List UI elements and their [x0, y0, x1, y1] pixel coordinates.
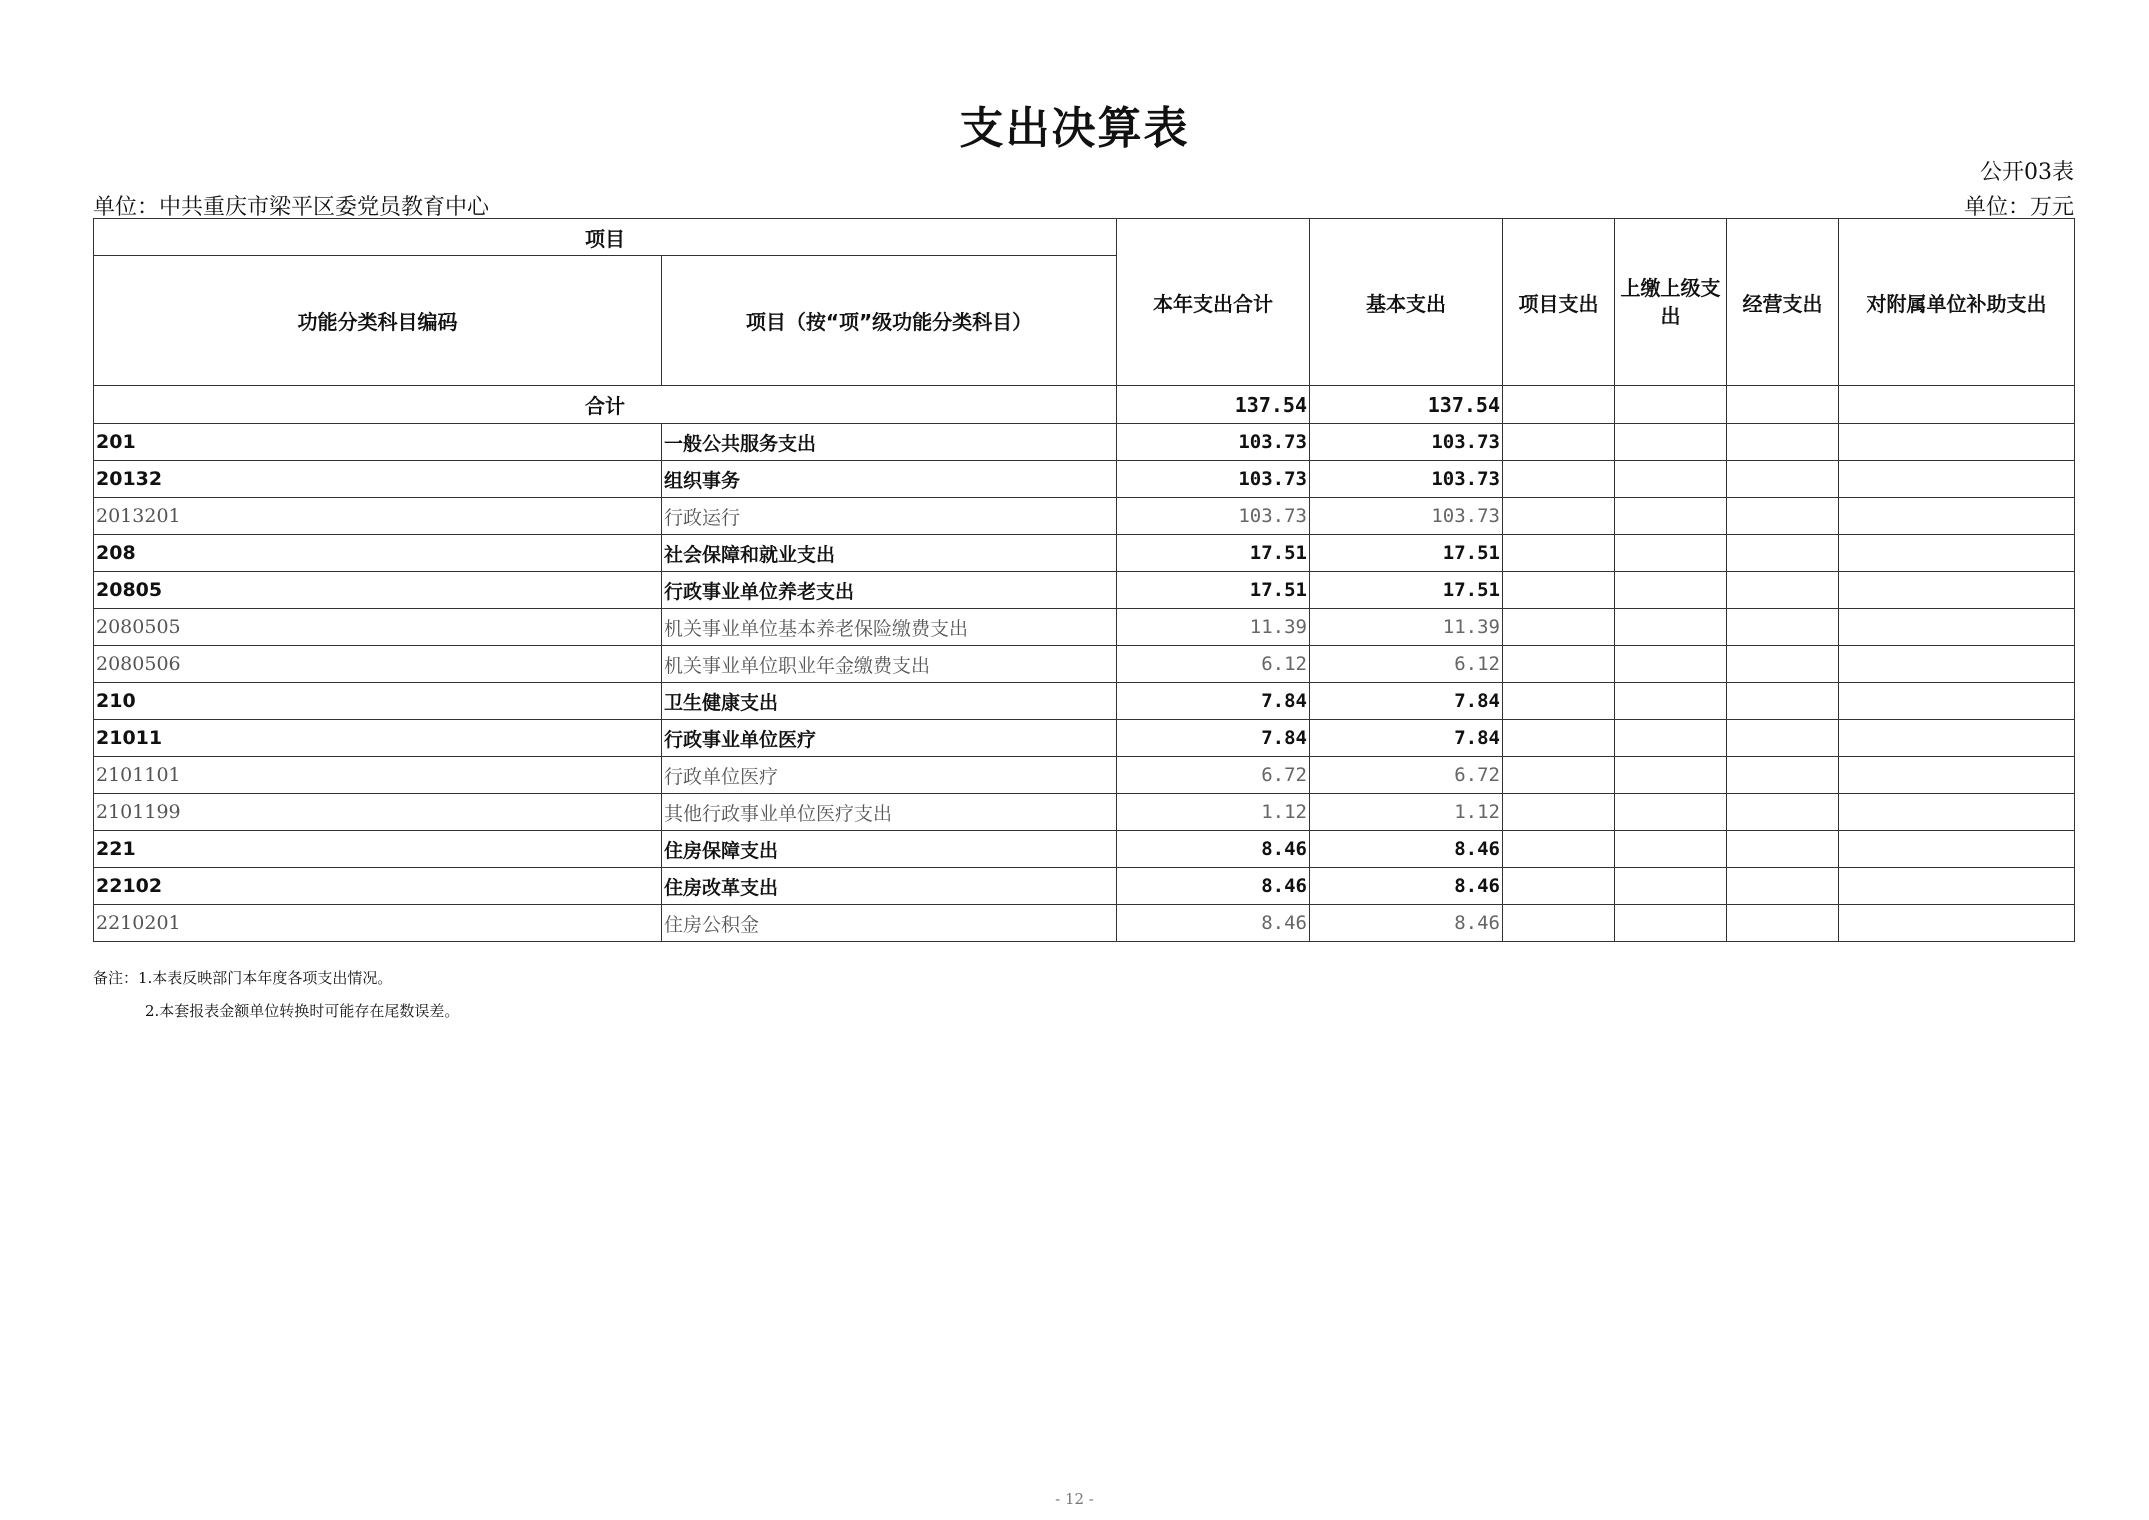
row-name: 一般公共服务支出 [662, 424, 1117, 461]
row-basic: 6.72 [1310, 757, 1503, 794]
row-name: 社会保障和就业支出 [662, 535, 1117, 572]
table-row [94, 868, 2075, 905]
row-project-expenditure [1503, 868, 1615, 905]
row-project-expenditure [1503, 905, 1615, 942]
row-upper-remit [1615, 646, 1727, 683]
row-upper-remit [1615, 868, 1727, 905]
row-project-expenditure [1503, 757, 1615, 794]
row-total: 17.51 [1117, 535, 1310, 572]
row-basic: 7.84 [1310, 683, 1503, 720]
row-name: 组织事务 [662, 461, 1117, 498]
row-business [1727, 424, 1839, 461]
total-basic: 137.54 [1310, 386, 1503, 424]
row-name: 卫生健康支出 [662, 683, 1117, 720]
row-total: 8.46 [1117, 868, 1310, 905]
row-subsidy [1839, 794, 2075, 831]
row-business [1727, 720, 1839, 757]
row-upper-remit [1615, 720, 1727, 757]
row-code: 201 [94, 424, 662, 461]
table-row [94, 461, 2075, 498]
row-code: 208 [94, 535, 662, 572]
row-project-expenditure [1503, 424, 1615, 461]
form-number: 公开03表 [1980, 160, 2074, 185]
row-name: 住房保障支出 [662, 831, 1117, 868]
row-total: 8.46 [1117, 831, 1310, 868]
row-project-expenditure [1503, 683, 1615, 720]
header-project: 项目 [94, 219, 1117, 256]
table-row [94, 609, 2075, 646]
row-business [1727, 757, 1839, 794]
table-row [94, 831, 2075, 868]
row-project-expenditure [1503, 461, 1615, 498]
page-number: - 12 - [1055, 1490, 1094, 1508]
row-basic: 8.46 [1310, 868, 1503, 905]
table-row [94, 646, 2075, 683]
row-basic: 17.51 [1310, 572, 1503, 609]
row-basic: 8.46 [1310, 905, 1503, 942]
header-business: 经营支出 [1727, 219, 1839, 386]
row-business [1727, 461, 1839, 498]
expenditure-table [93, 218, 2075, 942]
table-row [94, 905, 2075, 942]
row-business [1727, 609, 1839, 646]
table-row [94, 794, 2075, 831]
header-name: 项目（按“项”级功能分类科目） [662, 256, 1117, 386]
row-name: 行政单位医疗 [662, 757, 1117, 794]
row-business [1727, 498, 1839, 535]
row-name: 住房公积金 [662, 905, 1117, 942]
row-business [1727, 905, 1839, 942]
total-row [94, 386, 2075, 424]
row-code: 20805 [94, 572, 662, 609]
row-upper-remit [1615, 461, 1727, 498]
row-total: 103.73 [1117, 461, 1310, 498]
row-upper-remit [1615, 831, 1727, 868]
row-business [1727, 683, 1839, 720]
row-business [1727, 831, 1839, 868]
header-row-1 [94, 219, 2075, 256]
row-project-expenditure [1503, 498, 1615, 535]
row-subsidy [1839, 572, 2075, 609]
row-basic: 103.73 [1310, 498, 1503, 535]
table-row [94, 535, 2075, 572]
row-basic: 103.73 [1310, 424, 1503, 461]
header-basic: 基本支出 [1310, 219, 1503, 386]
row-total: 11.39 [1117, 609, 1310, 646]
row-upper-remit [1615, 794, 1727, 831]
row-total: 8.46 [1117, 905, 1310, 942]
table-row [94, 572, 2075, 609]
row-total: 6.12 [1117, 646, 1310, 683]
row-project-expenditure [1503, 831, 1615, 868]
row-total: 6.72 [1117, 757, 1310, 794]
row-basic: 17.51 [1310, 535, 1503, 572]
row-upper-remit [1615, 535, 1727, 572]
row-code: 22102 [94, 868, 662, 905]
row-project-expenditure [1503, 572, 1615, 609]
row-subsidy [1839, 609, 2075, 646]
row-upper-remit [1615, 757, 1727, 794]
total-upper-remit [1615, 386, 1727, 424]
row-code: 2101101 [94, 757, 662, 794]
row-project-expenditure [1503, 720, 1615, 757]
table-row [94, 757, 2075, 794]
header-upper-remit: 上缴上级支出 [1615, 219, 1727, 386]
row-code: 2210201 [94, 905, 662, 942]
row-project-expenditure [1503, 609, 1615, 646]
row-total: 7.84 [1117, 683, 1310, 720]
row-code: 221 [94, 831, 662, 868]
row-subsidy [1839, 868, 2075, 905]
row-total: 7.84 [1117, 720, 1310, 757]
row-basic: 1.12 [1310, 794, 1503, 831]
row-total: 103.73 [1117, 498, 1310, 535]
total-label: 合计 [94, 386, 1117, 424]
header-subsidy: 对附属单位补助支出 [1839, 219, 2075, 386]
table-row [94, 498, 2075, 535]
organization-unit: 单位：中共重庆市梁平区委党员教育中心 [93, 195, 490, 220]
row-project-expenditure [1503, 794, 1615, 831]
row-basic: 6.12 [1310, 646, 1503, 683]
row-total: 1.12 [1117, 794, 1310, 831]
row-code: 2080506 [94, 646, 662, 683]
row-business [1727, 535, 1839, 572]
row-name: 行政事业单位医疗 [662, 720, 1117, 757]
row-name: 其他行政事业单位医疗支出 [662, 794, 1117, 831]
total-business [1727, 386, 1839, 424]
row-subsidy [1839, 757, 2075, 794]
row-subsidy [1839, 646, 2075, 683]
row-code: 20132 [94, 461, 662, 498]
total-subsidy [1839, 386, 2075, 424]
row-project-expenditure [1503, 646, 1615, 683]
table-row [94, 720, 2075, 757]
total-sum: 137.54 [1117, 386, 1310, 424]
row-total: 17.51 [1117, 572, 1310, 609]
row-name: 行政运行 [662, 498, 1117, 535]
row-code: 210 [94, 683, 662, 720]
footnote-1: 备注：1.本表反映部门本年度各项支出情况。 [93, 969, 393, 987]
row-upper-remit [1615, 572, 1727, 609]
table-row [94, 683, 2075, 720]
row-total: 103.73 [1117, 424, 1310, 461]
row-subsidy [1839, 424, 2075, 461]
currency-unit: 单位：万元 [1963, 195, 2074, 220]
row-code: 21011 [94, 720, 662, 757]
row-name: 住房改革支出 [662, 868, 1117, 905]
row-subsidy [1839, 720, 2075, 757]
row-upper-remit [1615, 498, 1727, 535]
header-code: 功能分类科目编码 [94, 256, 662, 386]
total-project-expenditure [1503, 386, 1615, 424]
header-total: 本年支出合计 [1117, 219, 1310, 386]
row-business [1727, 646, 1839, 683]
row-subsidy [1839, 461, 2075, 498]
row-code: 2013201 [94, 498, 662, 535]
footnotes [93, 962, 459, 1028]
row-basic: 11.39 [1310, 609, 1503, 646]
row-code: 2101199 [94, 794, 662, 831]
row-subsidy [1839, 683, 2075, 720]
row-upper-remit [1615, 609, 1727, 646]
table-row [94, 424, 2075, 461]
row-name: 机关事业单位职业年金缴费支出 [662, 646, 1117, 683]
row-basic: 103.73 [1310, 461, 1503, 498]
row-name: 行政事业单位养老支出 [662, 572, 1117, 609]
row-business [1727, 572, 1839, 609]
row-subsidy [1839, 535, 2075, 572]
row-subsidy [1839, 498, 2075, 535]
row-basic: 7.84 [1310, 720, 1503, 757]
row-upper-remit [1615, 905, 1727, 942]
row-subsidy [1839, 905, 2075, 942]
row-subsidy [1839, 831, 2075, 868]
page-title: 支出决算表 [959, 103, 1190, 154]
row-code: 2080505 [94, 609, 662, 646]
row-upper-remit [1615, 424, 1727, 461]
footnote-2: 2.本套报表金额单位转换时可能存在尾数误差。 [145, 1002, 460, 1020]
row-basic: 8.46 [1310, 831, 1503, 868]
row-business [1727, 868, 1839, 905]
row-name: 机关事业单位基本养老保险缴费支出 [662, 609, 1117, 646]
header-project-expenditure: 项目支出 [1503, 219, 1615, 386]
row-project-expenditure [1503, 535, 1615, 572]
row-upper-remit [1615, 683, 1727, 720]
row-business [1727, 794, 1839, 831]
